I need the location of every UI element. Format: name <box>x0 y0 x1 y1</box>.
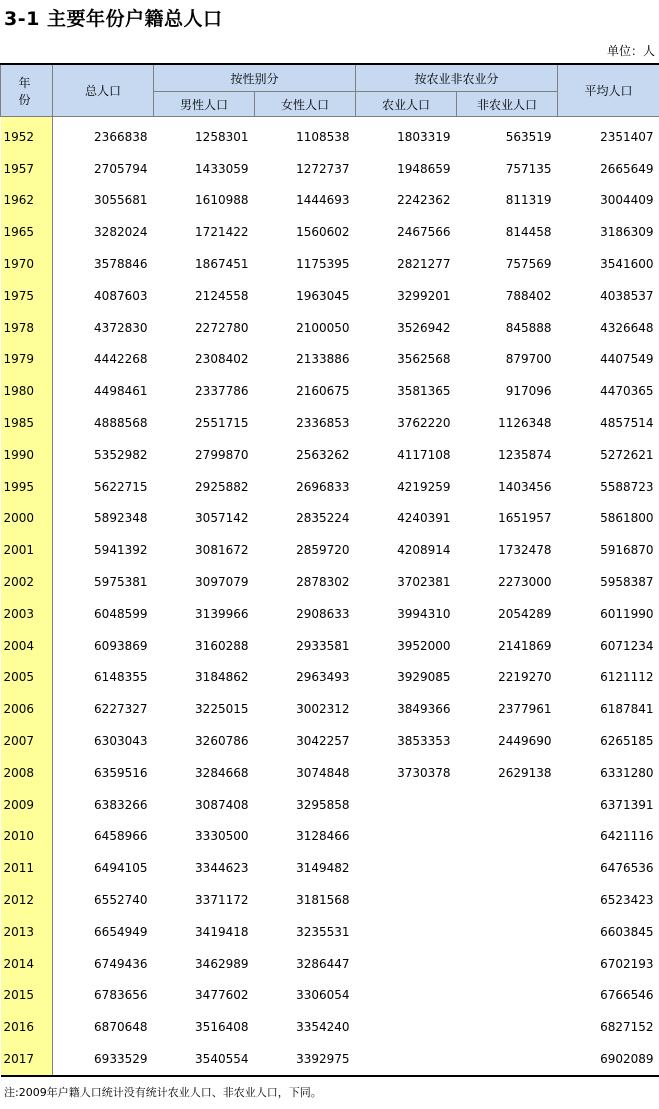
cell-male: 1867451 <box>195 257 249 272</box>
cell-year: 2015 <box>1 980 53 1012</box>
cell-total: 3282024 <box>94 225 148 240</box>
cell-total: 6048599 <box>94 606 148 621</box>
cell-total: 4498461 <box>94 384 148 399</box>
cell-year: 2005 <box>1 662 53 694</box>
cell-year: 2006 <box>1 693 53 725</box>
cell-average: 6331280 <box>600 765 654 780</box>
cell-agri <box>356 789 457 821</box>
cell-agri: 1803319 <box>397 129 451 144</box>
table-row <box>1 216 659 248</box>
cell-male: 1610988 <box>195 193 249 208</box>
cell-agri <box>356 980 457 1012</box>
cell-male: 3260786 <box>195 734 249 749</box>
cell-year: 1970 <box>1 248 53 280</box>
page-title: 3-1 主要年份户籍总人口 <box>4 8 223 30</box>
cell-average: 6121112 <box>600 670 654 685</box>
cell-female: 3306054 <box>296 988 350 1003</box>
cell-non-agri <box>457 852 558 884</box>
cell-total: 2705794 <box>94 161 148 176</box>
cell-non-agri: 811319 <box>505 193 552 208</box>
cell-average: 3541600 <box>600 257 654 272</box>
table-row <box>1 757 659 789</box>
cell-year: 2003 <box>1 598 53 630</box>
cell-total: 6749436 <box>94 956 148 971</box>
cell-female: 3128466 <box>296 829 350 844</box>
cell-non-agri: 788402 <box>505 288 552 303</box>
cell-year: 2017 <box>1 1043 53 1076</box>
cell-male: 3516408 <box>195 1020 249 1035</box>
cell-agri: 3702381 <box>397 575 451 590</box>
cell-average: 2351407 <box>600 129 654 144</box>
cell-year: 1965 <box>1 216 53 248</box>
cell-female: 3354240 <box>296 1020 350 1035</box>
cell-female: 2696833 <box>296 479 350 494</box>
cell-total: 6458966 <box>94 829 148 844</box>
cell-total: 5975381 <box>94 575 148 590</box>
table-row <box>1 503 659 535</box>
cell-total: 4372830 <box>94 320 148 335</box>
cell-male: 1721422 <box>195 225 249 240</box>
cell-average: 3186309 <box>600 225 654 240</box>
table-body <box>1 117 659 1076</box>
cell-average: 6011990 <box>600 606 654 621</box>
cell-average: 6071234 <box>600 638 654 653</box>
cell-total: 6093869 <box>94 638 148 653</box>
table-row <box>1 1043 659 1076</box>
cell-female: 1444693 <box>296 193 350 208</box>
cell-non-agri: 1651957 <box>498 511 552 526</box>
cell-agri: 3952000 <box>397 638 451 653</box>
cell-male: 2308402 <box>195 352 249 367</box>
cell-female: 1272737 <box>296 161 350 176</box>
cell-non-agri: 1732478 <box>498 543 552 558</box>
cell-total: 5352982 <box>94 447 148 462</box>
cell-agri <box>356 821 457 853</box>
header-non-agri: 非农业人口 <box>457 92 558 117</box>
cell-agri: 3299201 <box>397 288 451 303</box>
cell-male: 3139966 <box>195 606 249 621</box>
cell-non-agri: 1126348 <box>498 416 552 431</box>
cell-average: 6476536 <box>600 861 654 876</box>
cell-non-agri: 2449690 <box>498 734 552 749</box>
cell-average: 5861800 <box>600 511 654 526</box>
cell-year: 2001 <box>1 534 53 566</box>
cell-total: 4442268 <box>94 352 148 367</box>
cell-average: 6421116 <box>600 829 654 844</box>
cell-total: 6783656 <box>94 988 148 1003</box>
cell-male: 3081672 <box>195 543 249 558</box>
cell-female: 3149482 <box>296 861 350 876</box>
cell-total: 2366838 <box>94 129 148 144</box>
cell-agri: 3994310 <box>397 606 451 621</box>
cell-female: 1963045 <box>296 288 350 303</box>
cell-female: 2133886 <box>296 352 350 367</box>
cell-total: 3055681 <box>94 193 148 208</box>
cell-female: 1560602 <box>296 225 350 240</box>
cell-female: 2100050 <box>296 320 350 335</box>
cell-non-agri: 2273000 <box>498 575 552 590</box>
cell-non-agri <box>457 916 558 948</box>
cell-non-agri: 757135 <box>505 161 552 176</box>
cell-average: 6702193 <box>600 956 654 971</box>
cell-total: 5941392 <box>94 543 148 558</box>
cell-female: 3235531 <box>296 924 350 939</box>
cell-male: 3097079 <box>195 575 249 590</box>
cell-female: 2933581 <box>296 638 350 653</box>
cell-male: 3540554 <box>154 1043 255 1076</box>
cell-year: 2002 <box>1 566 53 598</box>
cell-non-agri <box>457 1043 558 1076</box>
cell-agri: 2467566 <box>397 225 451 240</box>
table-row <box>1 980 659 1012</box>
table-row <box>1 407 659 439</box>
header-average: 平均人口 <box>558 64 659 117</box>
cell-average: 4857514 <box>600 416 654 431</box>
cell-year: 1957 <box>1 153 53 185</box>
cell-year: 1995 <box>1 471 53 503</box>
table-row <box>1 185 659 217</box>
cell-total: 3578846 <box>94 257 148 272</box>
header-by-gender: 按性别分 <box>154 64 356 92</box>
cell-female: 3042257 <box>296 734 350 749</box>
cell-year: 2016 <box>1 1011 53 1043</box>
cell-non-agri: 2377961 <box>498 702 552 717</box>
cell-male: 3477602 <box>195 988 249 1003</box>
table-row <box>1 725 659 757</box>
cell-agri: 2242362 <box>397 193 451 208</box>
cell-total: 6227327 <box>94 702 148 717</box>
cell-male: 2799870 <box>195 447 249 462</box>
cell-female: 1108538 <box>296 129 350 144</box>
cell-female: 3181568 <box>296 893 350 908</box>
header-female: 女性人口 <box>255 92 356 117</box>
cell-average: 6827152 <box>600 1020 654 1035</box>
cell-male: 3330500 <box>195 829 249 844</box>
table-row <box>1 117 659 153</box>
cell-year: 2000 <box>1 503 53 535</box>
footnote: 注:2009年户籍人口统计没有统计农业人口、非农业人口，下同。 <box>4 1086 322 1099</box>
cell-total: 6654949 <box>94 924 148 939</box>
cell-average: 6766546 <box>600 988 654 1003</box>
cell-female: 2160675 <box>296 384 350 399</box>
cell-year: 1952 <box>1 117 53 153</box>
cell-agri <box>356 1011 457 1043</box>
cell-year: 2014 <box>1 948 53 980</box>
table-row <box>1 439 659 471</box>
cell-year: 1980 <box>1 375 53 407</box>
cell-male: 3371172 <box>195 893 249 908</box>
cell-year: 1975 <box>1 280 53 312</box>
cell-agri: 3581365 <box>397 384 451 399</box>
table-row <box>1 884 659 916</box>
cell-average: 5588723 <box>600 479 654 494</box>
table-row <box>1 630 659 662</box>
cell-total: 6148355 <box>94 670 148 685</box>
cell-non-agri: 1235874 <box>498 447 552 462</box>
cell-average: 6523423 <box>600 893 654 908</box>
table-header <box>1 64 659 117</box>
cell-year: 1978 <box>1 312 53 344</box>
cell-year: 2004 <box>1 630 53 662</box>
cell-year: 1985 <box>1 407 53 439</box>
cell-total: 6552740 <box>94 893 148 908</box>
cell-non-agri <box>457 789 558 821</box>
cell-non-agri <box>457 948 558 980</box>
table-row <box>1 598 659 630</box>
header-male: 男性人口 <box>154 92 255 117</box>
cell-average: 4470365 <box>600 384 654 399</box>
cell-agri: 3853353 <box>397 734 451 749</box>
cell-female: 3295858 <box>296 797 350 812</box>
table-row <box>1 948 659 980</box>
cell-year: 2009 <box>1 789 53 821</box>
cell-average: 2665649 <box>600 161 654 176</box>
unit-label: 单位：人 <box>606 44 655 58</box>
table-row <box>1 916 659 948</box>
cell-female: 3286447 <box>296 956 350 971</box>
cell-male: 3344623 <box>195 861 249 876</box>
cell-female: 2908633 <box>296 606 350 621</box>
cell-non-agri: 814458 <box>505 225 552 240</box>
cell-non-agri <box>457 980 558 1012</box>
cell-male: 2925882 <box>195 479 249 494</box>
cell-male: 2337786 <box>195 384 249 399</box>
cell-average: 6187841 <box>600 702 654 717</box>
cell-male: 3225015 <box>195 702 249 717</box>
cell-year: 2007 <box>1 725 53 757</box>
cell-non-agri: 563519 <box>505 129 552 144</box>
cell-agri <box>356 948 457 980</box>
cell-male: 2124558 <box>195 288 249 303</box>
table-row <box>1 153 659 185</box>
cell-non-agri: 1403456 <box>498 479 552 494</box>
header-by-agri: 按农业非农业分 <box>356 64 558 92</box>
cell-agri: 4240391 <box>397 511 451 526</box>
cell-total: 5622715 <box>94 479 148 494</box>
cell-year: 2013 <box>1 916 53 948</box>
table-row <box>1 662 659 694</box>
cell-non-agri: 845888 <box>505 320 552 335</box>
cell-female: 3392975 <box>255 1043 356 1076</box>
table-row <box>1 534 659 566</box>
cell-total: 6494105 <box>94 861 148 876</box>
cell-average: 4038537 <box>600 288 654 303</box>
cell-female: 2835224 <box>296 511 350 526</box>
cell-year: 2011 <box>1 852 53 884</box>
cell-agri: 3730378 <box>397 765 451 780</box>
header-agri: 农业人口 <box>356 92 457 117</box>
cell-average: 5272621 <box>600 447 654 462</box>
table-row <box>1 789 659 821</box>
cell-agri: 3849366 <box>397 702 451 717</box>
cell-non-agri: 2141869 <box>498 638 552 653</box>
cell-total: 6303043 <box>94 734 148 749</box>
cell-average: 4407549 <box>600 352 654 367</box>
table-row <box>1 471 659 503</box>
table-row <box>1 312 659 344</box>
table-row <box>1 693 659 725</box>
cell-male: 3419418 <box>195 924 249 939</box>
table-row <box>1 248 659 280</box>
header-year: 年 份 <box>1 64 53 117</box>
cell-female: 3074848 <box>296 765 350 780</box>
cell-non-agri <box>457 1011 558 1043</box>
population-table <box>0 63 659 1077</box>
cell-total: 6870648 <box>94 1020 148 1035</box>
cell-agri: 2821277 <box>397 257 451 272</box>
cell-total: 6383266 <box>94 797 148 812</box>
cell-agri <box>356 852 457 884</box>
cell-year: 2012 <box>1 884 53 916</box>
cell-average: 5916870 <box>600 543 654 558</box>
cell-year: 2010 <box>1 821 53 853</box>
cell-male: 1433059 <box>195 161 249 176</box>
cell-male: 3184862 <box>195 670 249 685</box>
cell-male: 3057142 <box>195 511 249 526</box>
cell-average: 6902089 <box>558 1043 659 1076</box>
table-row <box>1 821 659 853</box>
cell-agri: 3762220 <box>397 416 451 431</box>
table-row <box>1 280 659 312</box>
cell-female: 2859720 <box>296 543 350 558</box>
cell-average: 6603845 <box>600 924 654 939</box>
cell-total: 6933529 <box>53 1043 154 1076</box>
cell-average: 6265185 <box>600 734 654 749</box>
cell-agri <box>356 884 457 916</box>
cell-agri: 3562568 <box>397 352 451 367</box>
cell-male: 1258301 <box>195 129 249 144</box>
cell-average: 3004409 <box>600 193 654 208</box>
cell-year: 2008 <box>1 757 53 789</box>
cell-male: 2551715 <box>195 416 249 431</box>
cell-non-agri: 2629138 <box>498 765 552 780</box>
cell-year: 1979 <box>1 344 53 376</box>
cell-total: 4888568 <box>94 416 148 431</box>
cell-agri: 3526942 <box>397 320 451 335</box>
cell-non-agri: 2054289 <box>498 606 552 621</box>
cell-male: 3087408 <box>195 797 249 812</box>
cell-agri <box>356 1043 457 1076</box>
cell-average: 5958387 <box>600 575 654 590</box>
cell-year: 1962 <box>1 185 53 217</box>
cell-female: 2878302 <box>296 575 350 590</box>
table-row <box>1 566 659 598</box>
table-row <box>1 344 659 376</box>
cell-male: 2272780 <box>195 320 249 335</box>
table-row <box>1 852 659 884</box>
cell-non-agri <box>457 821 558 853</box>
cell-non-agri: 917096 <box>505 384 552 399</box>
cell-agri: 3929085 <box>397 670 451 685</box>
cell-female: 2563262 <box>296 447 350 462</box>
cell-male: 3160288 <box>195 638 249 653</box>
cell-male: 3462989 <box>195 956 249 971</box>
cell-agri: 4208914 <box>397 543 451 558</box>
cell-total: 6359516 <box>94 765 148 780</box>
cell-female: 1175395 <box>296 257 350 272</box>
cell-non-agri: 879700 <box>505 352 552 367</box>
cell-average: 4326648 <box>600 320 654 335</box>
table-row <box>1 1011 659 1043</box>
cell-agri: 4219259 <box>397 479 451 494</box>
cell-non-agri: 2219270 <box>498 670 552 685</box>
cell-female: 2336853 <box>296 416 350 431</box>
cell-year: 1990 <box>1 439 53 471</box>
cell-female: 2963493 <box>296 670 350 685</box>
cell-agri <box>356 916 457 948</box>
cell-total: 5892348 <box>94 511 148 526</box>
cell-non-agri: 757569 <box>505 257 552 272</box>
table-row <box>1 375 659 407</box>
cell-male: 3284668 <box>195 765 249 780</box>
cell-non-agri <box>457 884 558 916</box>
cell-agri: 4117108 <box>397 447 451 462</box>
cell-agri: 1948659 <box>397 161 451 176</box>
cell-average: 6371391 <box>600 797 654 812</box>
cell-total: 4087603 <box>94 288 148 303</box>
header-total: 总人口 <box>53 64 154 117</box>
cell-female: 3002312 <box>296 702 350 717</box>
